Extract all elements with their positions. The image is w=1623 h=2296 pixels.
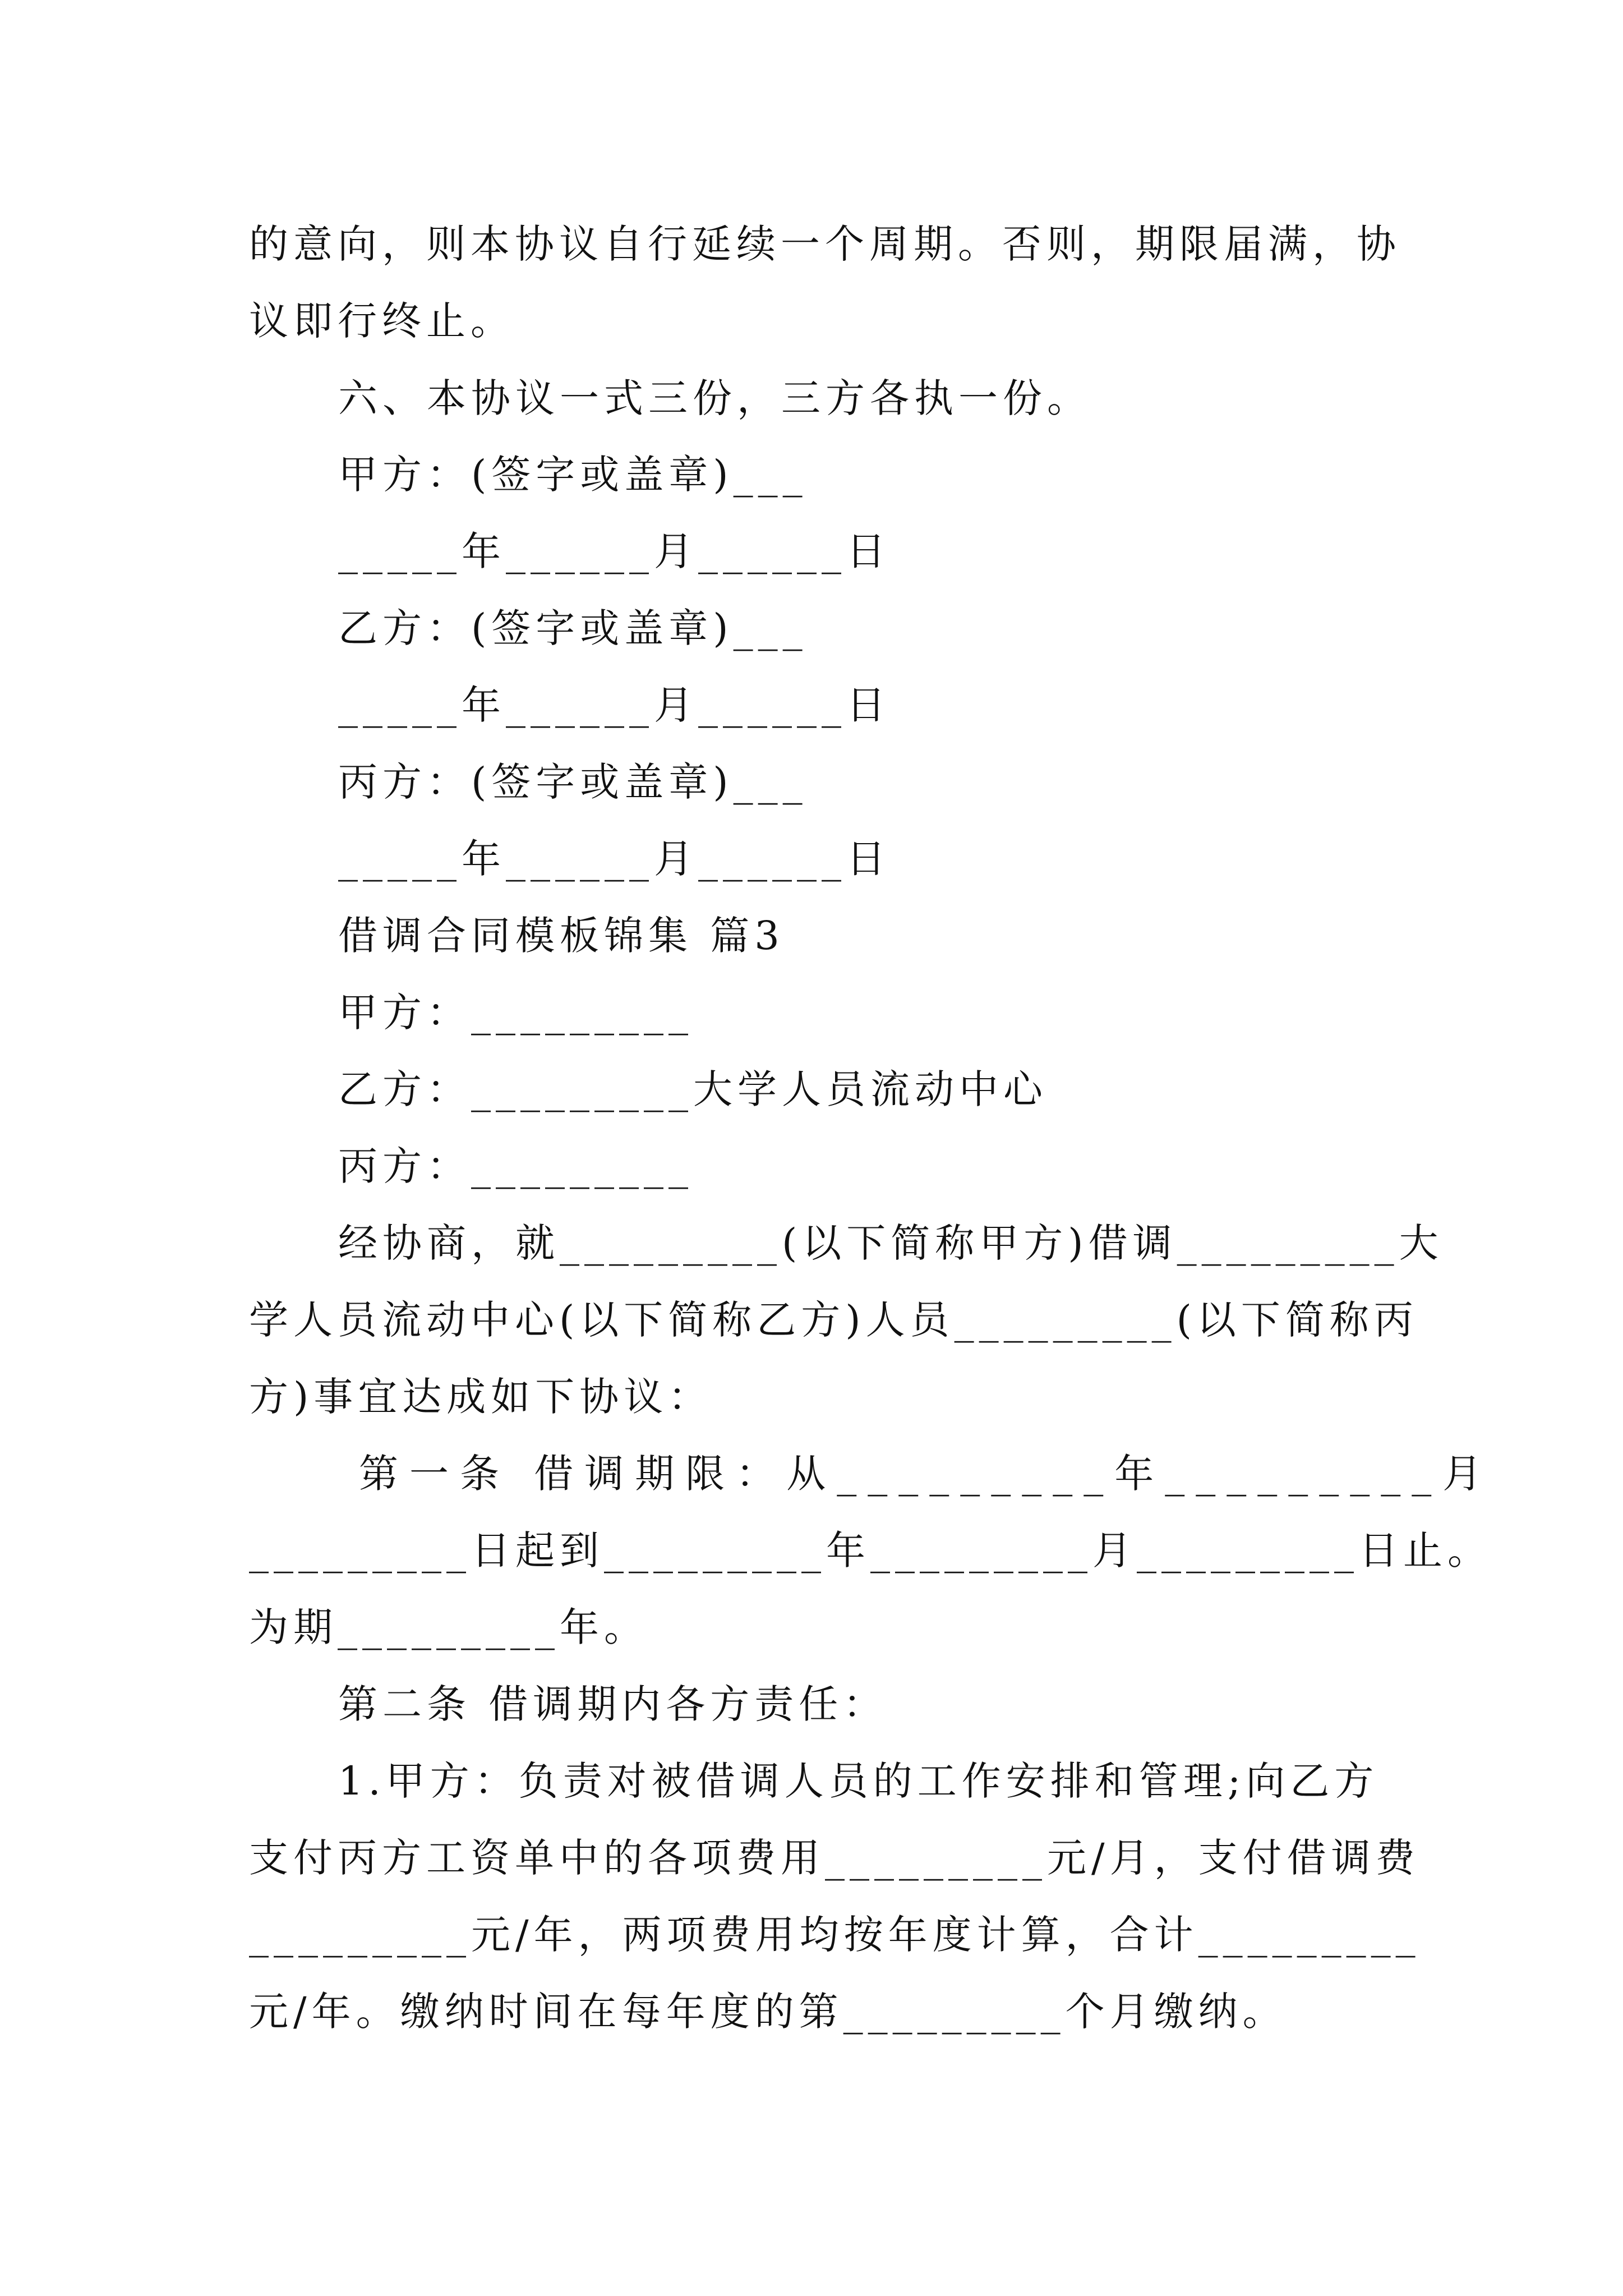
signature-date-a: _____年______月______日 <box>338 528 891 574</box>
party-c-line: 丙方：_________ <box>338 1143 693 1189</box>
paragraph-line: 1.甲方：负责对被借调人员的工作安排和管理;向乙方 <box>338 1758 1379 1804</box>
paragraph-line: _________元/年，两项费用均按年度计算，合计_________ <box>249 1912 1421 1958</box>
article-one-line: 第一条 借调期限：从_________年_________月 <box>359 1451 1493 1497</box>
paragraph-line: 经协商，就_________(以下简称甲方)借调_________大 <box>338 1220 1444 1266</box>
paragraph-line: 为期_________年。 <box>249 1604 648 1650</box>
section-heading: 借调合同模板锦集 篇3 <box>338 913 785 959</box>
signature-party-a: 甲方：(签字或盖章)___ <box>338 452 808 498</box>
party-b-line: 乙方：_________大学人员流动中心 <box>338 1066 1048 1112</box>
signature-party-b: 乙方：(签字或盖章)___ <box>338 605 808 651</box>
paragraph-line: 学人员流动中心(以下简称乙方)人员_________(以下简称丙 <box>249 1297 1418 1343</box>
signature-date-c: _____年______月______日 <box>338 836 891 882</box>
clause-six: 六、本协议一式三份，三方各执一份。 <box>338 375 1091 421</box>
party-a-line: 甲方：_________ <box>338 990 693 1036</box>
signature-party-c: 丙方：(签字或盖章)___ <box>338 759 808 805</box>
signature-date-b: _____年______月______日 <box>338 682 891 728</box>
paragraph-line: 议即行终止。 <box>249 298 515 344</box>
paragraph-line: 元/年。缴纳时间在每年度的第_________个月缴纳。 <box>249 1989 1287 2035</box>
paragraph-line: _________日起到_________年_________月_________日止。 <box>249 1527 1492 1573</box>
paragraph-line: 方)事宜达成如下协议： <box>249 1374 713 1420</box>
paragraph-line: 支付丙方工资单中的各项费用_________元/月，支付借调费 <box>249 1835 1420 1881</box>
paragraph-line: 的意向，则本协议自行延续一个周期。否则，期限届满，协 <box>249 221 1401 267</box>
article-two-heading: 第二条 借调期内各方责任： <box>338 1681 888 1727</box>
